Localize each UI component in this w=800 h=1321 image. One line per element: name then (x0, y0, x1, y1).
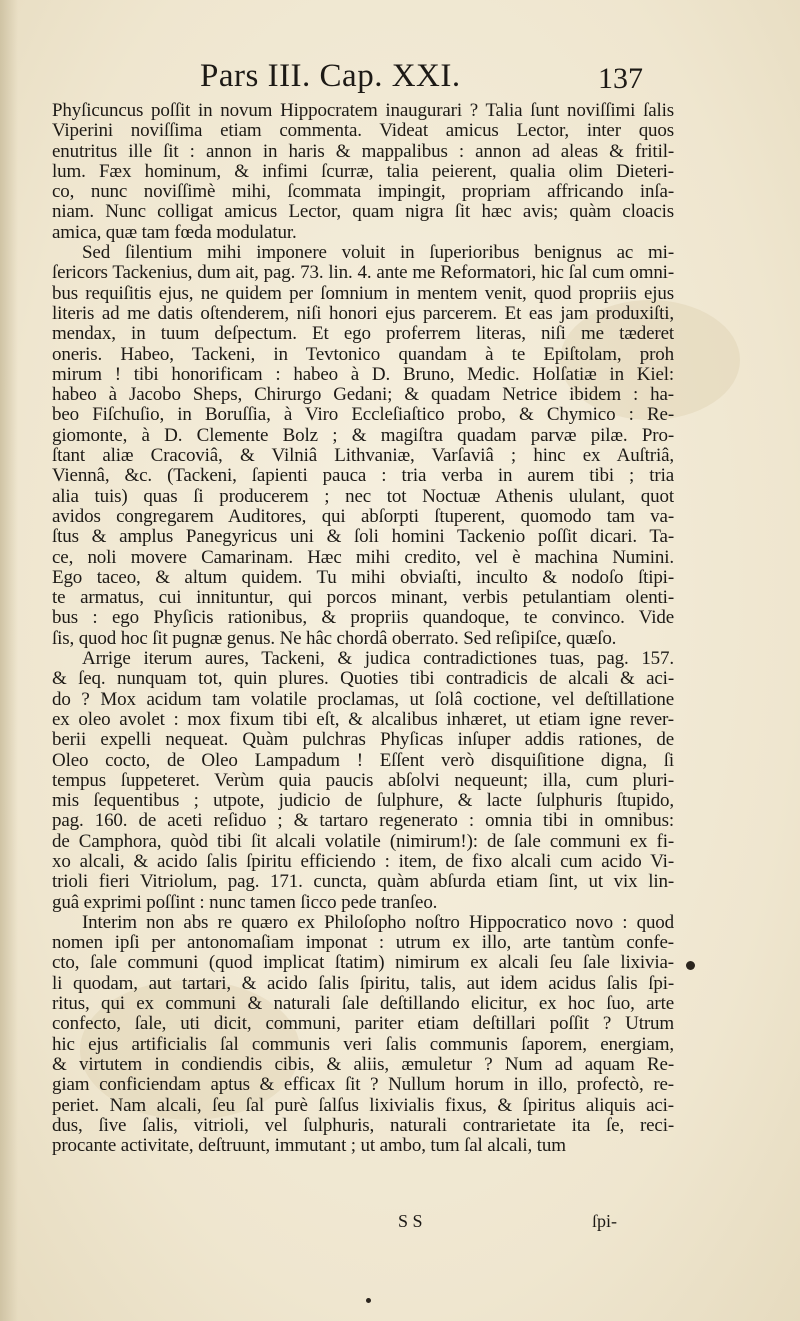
text-line: mendax, in tuum deſpectum. Et ego proferrem literas, niſi me tæderet (52, 324, 674, 345)
page-gutter (0, 0, 18, 1321)
text-line: Viperini noviſſima etiam commenta. Videat amicus Lector, inter quos (52, 121, 674, 142)
text-line: & virtutem in condiendis cibis, & aliis, æmuletur ? Num ad aquam Re- (52, 1054, 674, 1075)
text-line: ex oleo avolet : mox fixum tibi eſt, & alcalibus inhæret, ut etiam igne rever- (52, 709, 674, 730)
text-line: mirum ! tibi honorificam : habeo à D. Bruno, Medic. Holſatiæ in Kiel: (52, 364, 674, 385)
text-line: Arrige iterum aures, Tackeni, & judica contradictiones tuas, pag. 157. (82, 649, 674, 670)
text-line: Ego taceo, & altum quidem. Tu mihi obviaſti, inculto & nodoſo ſtipi- (52, 567, 674, 588)
text-line: xo alcali, & acido ſalis ſpiritu efficiendo : item, de fixo alcali cum acido Vi- (52, 851, 674, 872)
ink-spot (366, 1298, 371, 1303)
text-line: trioli fieri Vitriolum, pag. 171. cuncta, quàm abſurda etiam ſint, ut vix lin- (52, 872, 674, 893)
text-line: confecto, ſale, uti dicit, communi, pariter etiam deſtillari poſſit ? Utrum (52, 1014, 674, 1035)
text-line: te armatus, cui innituntur, qui porcos minant, verbis petulantiam olenti- (52, 588, 674, 609)
page-footer (0, 1210, 800, 1232)
text-line: ſtus & amplus Panegyricus uni & ſoli homini Tackenio poſſit dicari. Ta- (52, 527, 674, 548)
catchword: ſpi- (592, 1211, 617, 1231)
body-text (52, 101, 674, 1156)
text-line: ritus, qui ex communi & naturali ſale deſtillando elicitur, ex hoc ſuo, arte (52, 994, 674, 1015)
text-line: giomonte, à D. Clemente Bolz ; & magiſtra quadam parvæ pilæ. Pro- (52, 425, 674, 446)
text-line: periet. Nam alcali, ſeu ſal purè ſalſus lixivialis fixus, & ſpiritus aliquis aci- (52, 1095, 674, 1116)
text-line: amica, quæ tam fœda modulatur. (52, 222, 297, 243)
text-line: Interim non abs re quæro ex Philoſopho noſtro Hippocratico novo : quod (82, 912, 674, 933)
text-line: Phyſicuncus poſſit in novum Hippocratem inaugurari ? Talia ſunt noviſſimi ſalis (52, 101, 674, 121)
text-line: oneris. Habeo, Tackeni, in Tevtonico quandam à te Epiſtolam, proh (52, 344, 674, 365)
text-line: literis ad me datis oſtenderem, niſi honori ejus parcerem. Et eas jam produxiſti, (52, 303, 674, 324)
text-line: mis ſequentibus ; utpote, judicio de ſulphure, & lacte ſulphuris ſtupido, (52, 791, 674, 812)
text-line: Viennâ, &c. (Tackeni, ſapienti pauca : tria verba in aurem tibi ; tria (52, 466, 674, 487)
text-line: lum. Fæx hominum, & infimi ſcurræ, talia peierent, qualia olim Dieteri- (52, 161, 674, 182)
text-line: avidos congregarem Auditores, qui abſorpti ſtuperent, quomodo tam va- (52, 506, 674, 527)
text-line: beo Fiſchuſio, in Boruſſia, à Viro Eccleſiaſtico probo, & Chymico : Re- (52, 405, 674, 426)
text-line: guâ exprimi poſſint : nunc tamen ſicco pede tranſeo. (52, 892, 438, 913)
text-line: Oleo cocto, de Oleo Lampadum ! Eſſent verò disquiſitione digna, ſi (52, 750, 674, 771)
text-line: li quodam, aut tartari, & acido ſalis ſpiritu, talis, aut idem acidus ſalis ſpi- (52, 973, 674, 994)
text-line: ſtant aliæ Cracoviâ, & Vilniâ Lithvaniæ, Varſaviâ ; hinc ex Auſtriâ, (52, 446, 674, 467)
text-line: ce, noli movere Camarinam. Hæc mihi credito, vel è machina Numini. (52, 547, 674, 568)
running-head: Pars III. Cap. XXI. (200, 58, 461, 94)
text-line: giam conficiendam aptus & efficax ſit ? Nullum horum in illo, profectò, re- (52, 1075, 674, 1096)
text-line: bus : ego Phyſicis rationibus, & propriis quandoque, te convinco. Vide (52, 608, 674, 629)
text-line: co, nunc noviſſimè mihi, ſcommata impingit, propriam affricando inſa- (52, 182, 674, 203)
text-line: do ? Mox acidum tam volatile proclamas, ut ſolâ coctione, vel deſtillatione (52, 689, 674, 710)
text-line: habeo à Jacobo Sheps, Chirurgo Gedani; & quadam Netrice ibidem : ha- (52, 385, 674, 406)
text-line: procante activitate, deſtruunt, immutant ; ut ambo, tum ſal alcali, tum (52, 1136, 566, 1157)
text-line: dus, ſive ſalis, vitrioli, vel ſulphuris, naturali contrarietate ita ſe, reci- (52, 1115, 674, 1136)
page-header (0, 56, 800, 100)
text-line: de Camphora, quòd tibi ſit alcali volatile (nimirum!): de ſale communi ex fi- (52, 831, 674, 852)
text-line: alia tuis) quas ſi producerem ; nec tot Noctuæ Athenis ululant, quot (52, 486, 674, 507)
text-line: pag. 160. de aceti reſiduo ; & tartaro regenerato : omnia tibi in omnibus: (52, 811, 674, 832)
text-line: hic ejus artificialis ſal communis veri ſalis communis ſaporem, energiam, (52, 1034, 674, 1055)
page-number: 137 (598, 62, 643, 95)
text-line: Sed ſilentium mihi imponere voluit in ſuperioribus benignus ac mi- (82, 243, 674, 264)
text-line: & ſeq. nunquam tot, quin plures. Quoties tibi contradicis de alcali & aci- (52, 669, 674, 690)
ink-spot (686, 961, 695, 970)
text-line: enutritus ille ſit : annon in haris & mappalibus : annon ad aleas & fritil- (52, 141, 674, 162)
signature-mark: S S (398, 1211, 423, 1231)
text-line: niam. Nunc colligat amicus Lector, quam nigra ſit hæc avis; quàm cloacis (52, 202, 674, 223)
text-line: tempus ſuppeteret. Verùm quia paucis abſolvi nequeunt; illa, cum pluri- (52, 770, 674, 791)
text-line: cto, ſale communi (quod implicat ſtatim) nimirum ex alcali ſeu ſale lixivia- (52, 953, 674, 974)
text-line: bus requiſitis ejus, ne quidem per ſomnium in mentem venit, quod propriis ejus (52, 283, 674, 304)
text-line: nomen ipſi per antonomaſiam imponat : utrum ex illo, arte tantùm confe- (52, 933, 674, 954)
text-line: ſericors Tackenius, dum ait, pag. 73. lin. 4. ante me Reformatori, hic ſal cum omni- (52, 263, 674, 284)
text-line: berii expelli nequeat. Quàm pulchras Phyſicas inſuper addis rationes, de (52, 730, 674, 751)
text-line: ſis, quod hoc ſit pugnæ genus. Ne hâc chordâ oberrato. Sed reſipiſce, quæſo. (52, 628, 617, 649)
